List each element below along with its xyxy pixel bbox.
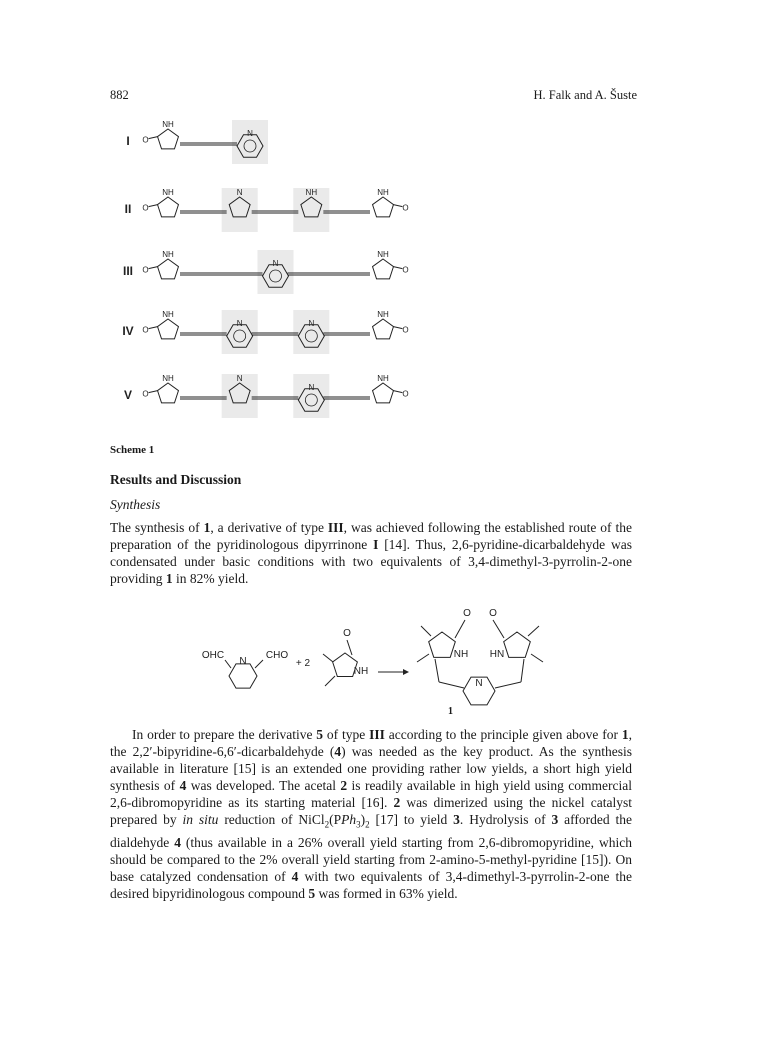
n-label: N: [308, 383, 315, 392]
carbonyl-bond: [393, 327, 402, 329]
n-label: N: [308, 319, 315, 328]
hn-label: HN: [489, 649, 505, 660]
carbonyl-bond: [149, 391, 158, 393]
oxygen-label: O: [142, 203, 149, 213]
pyrrolinone-ring: [158, 197, 179, 217]
pyrrolinone-ring: [373, 259, 394, 279]
nh-label: NH: [377, 310, 389, 319]
nh-label: NH: [162, 188, 174, 197]
nh-label: NH: [353, 666, 369, 677]
nh-label: NH: [162, 120, 174, 129]
pyrrolinone-ring: [373, 383, 394, 403]
pyrrole-n-label: N: [236, 374, 243, 383]
methyl-bond: [417, 654, 429, 662]
reaction-scheme: [195, 606, 565, 718]
arrow-head: [403, 669, 409, 675]
pyrrolinone-ring: [504, 632, 531, 657]
methyl-bond: [528, 626, 539, 636]
carbonyl-bond: [149, 267, 158, 269]
pyrrole-n-label: N: [236, 188, 243, 197]
pyrrole-n-label: NH: [305, 188, 318, 197]
linker-bond: [439, 682, 464, 688]
pyrrolinone-ring: [158, 319, 179, 339]
bond: [255, 660, 263, 668]
scheme-row-label-II: II: [124, 202, 132, 216]
oxygen-label: O: [402, 389, 409, 399]
scheme-caption: Scheme 1: [110, 444, 155, 456]
ohc-label: OHC: [201, 650, 225, 661]
oxygen-label: O: [142, 135, 149, 145]
reaction-structures: [195, 606, 565, 718]
pyrrolinone-ring: [158, 129, 179, 149]
methyl-bond: [323, 654, 333, 662]
nh-label: NH: [377, 374, 389, 383]
scheme-row-label-III: III: [122, 264, 134, 278]
methyl-bond: [325, 676, 335, 686]
nh-label: NH: [377, 250, 389, 259]
nh-label: NH: [162, 250, 174, 259]
carbonyl-bond: [393, 205, 402, 207]
oxygen-label: O: [463, 608, 471, 619]
methyl-bond: [531, 654, 543, 662]
n-label: N: [475, 678, 483, 689]
scheme-structures: [118, 118, 438, 428]
oxygen-label: O: [489, 608, 497, 619]
bond: [225, 660, 231, 668]
carbonyl-bond: [455, 620, 465, 638]
nh-label: NH: [162, 310, 174, 319]
linker-bond: [521, 659, 524, 682]
carbonyl-bond: [347, 640, 352, 655]
cho-label: CHO: [265, 650, 289, 661]
n-label: N: [239, 656, 247, 667]
carbonyl-bond: [393, 267, 402, 269]
oxygen-label: O: [402, 203, 409, 213]
carbonyl-bond: [149, 137, 158, 139]
running-head: H. Falk and A. Šuste: [533, 88, 637, 102]
oxygen-label: O: [343, 628, 351, 639]
oxygen-label: O: [402, 325, 409, 335]
carbonyl-bond: [149, 205, 158, 207]
nh-label: NH: [377, 188, 389, 197]
carbonyl-bond: [149, 327, 158, 329]
scheme-row-label-IV: IV: [122, 324, 134, 338]
carbonyl-bond: [493, 620, 504, 638]
n-label: N: [236, 319, 243, 328]
oxygen-label: O: [402, 265, 409, 275]
paragraph-1: The synthesis of 1, a derivative of type III, was achieved following the established route of the preparation of the pyridinologous dipyrrinone I [14]. Thus, 2,6-pyridine-dicarbaldehyde was condensated under basic conditions with two equivalents of 3,4-dimethyl-3-pyrrolin-2-one providing 1 in 82% yield.: [110, 520, 632, 586]
linker-bond: [495, 682, 521, 688]
nh-label: NH: [162, 374, 174, 383]
carbonyl-bond: [393, 391, 402, 393]
pyrrolinone-ring: [373, 197, 394, 217]
oxygen-label: O: [142, 325, 149, 335]
pyrrolinone-ring: [429, 632, 456, 657]
scheme-1: [118, 118, 438, 428]
pyridine-ring: [229, 664, 257, 688]
scheme-row-label-V: V: [123, 388, 133, 402]
subsection-heading: Synthesis: [110, 497, 161, 512]
plus-two-label: + 2: [295, 658, 311, 669]
n-label: N: [247, 129, 253, 138]
paragraph-2: In order to prepare the derivative 5 of type III according to the principle given above for 1, the 2,2′-bipyridine-6,6′-dicarbaldehyde (4) was needed as the key product. As the synthesis available in literature [15] is an extended one providing rather low yields, a short high yield synthesis of 4 was developed. The acetal 2 is readily available in high yield using commercial 2,6-dibromopyridine as its starting material [16]. 2 was dimerized using the nickel catalyst prepared by in situ reduction of $NiCl_2(PPh_3)_2$ [17] to yield 3. Hydrolysis of 3 afforded the dialdehyde 4 (thus available in a 26% overall yield starting from 2,6-dibromopyridine, which should be compared to the 2% overall yield starting from 2-amino-5-methyl-pyridine [15]). On base catalyzed condensation of 4 with two equivalents of 3,4-dimethyl-3-pyrrolin-2-one the desired bipyridinologous compound 5 was formed in 63% yield.: [110, 727, 633, 901]
pyrrolinone-ring: [158, 259, 179, 279]
pyrrolinone-ring: [158, 383, 179, 403]
oxygen-label: O: [142, 389, 149, 399]
n-label: N: [272, 259, 279, 268]
methyl-bond: [421, 626, 431, 636]
section-heading: Results and Discussion: [110, 472, 242, 487]
scheme-row-label-I: I: [126, 134, 130, 148]
compound-label: 1: [448, 706, 453, 717]
nh-label: NH: [453, 649, 469, 660]
page-number: 882: [110, 88, 129, 102]
oxygen-label: O: [142, 265, 149, 275]
pyrrolinone-ring: [373, 319, 394, 339]
linker-bond: [435, 659, 439, 682]
